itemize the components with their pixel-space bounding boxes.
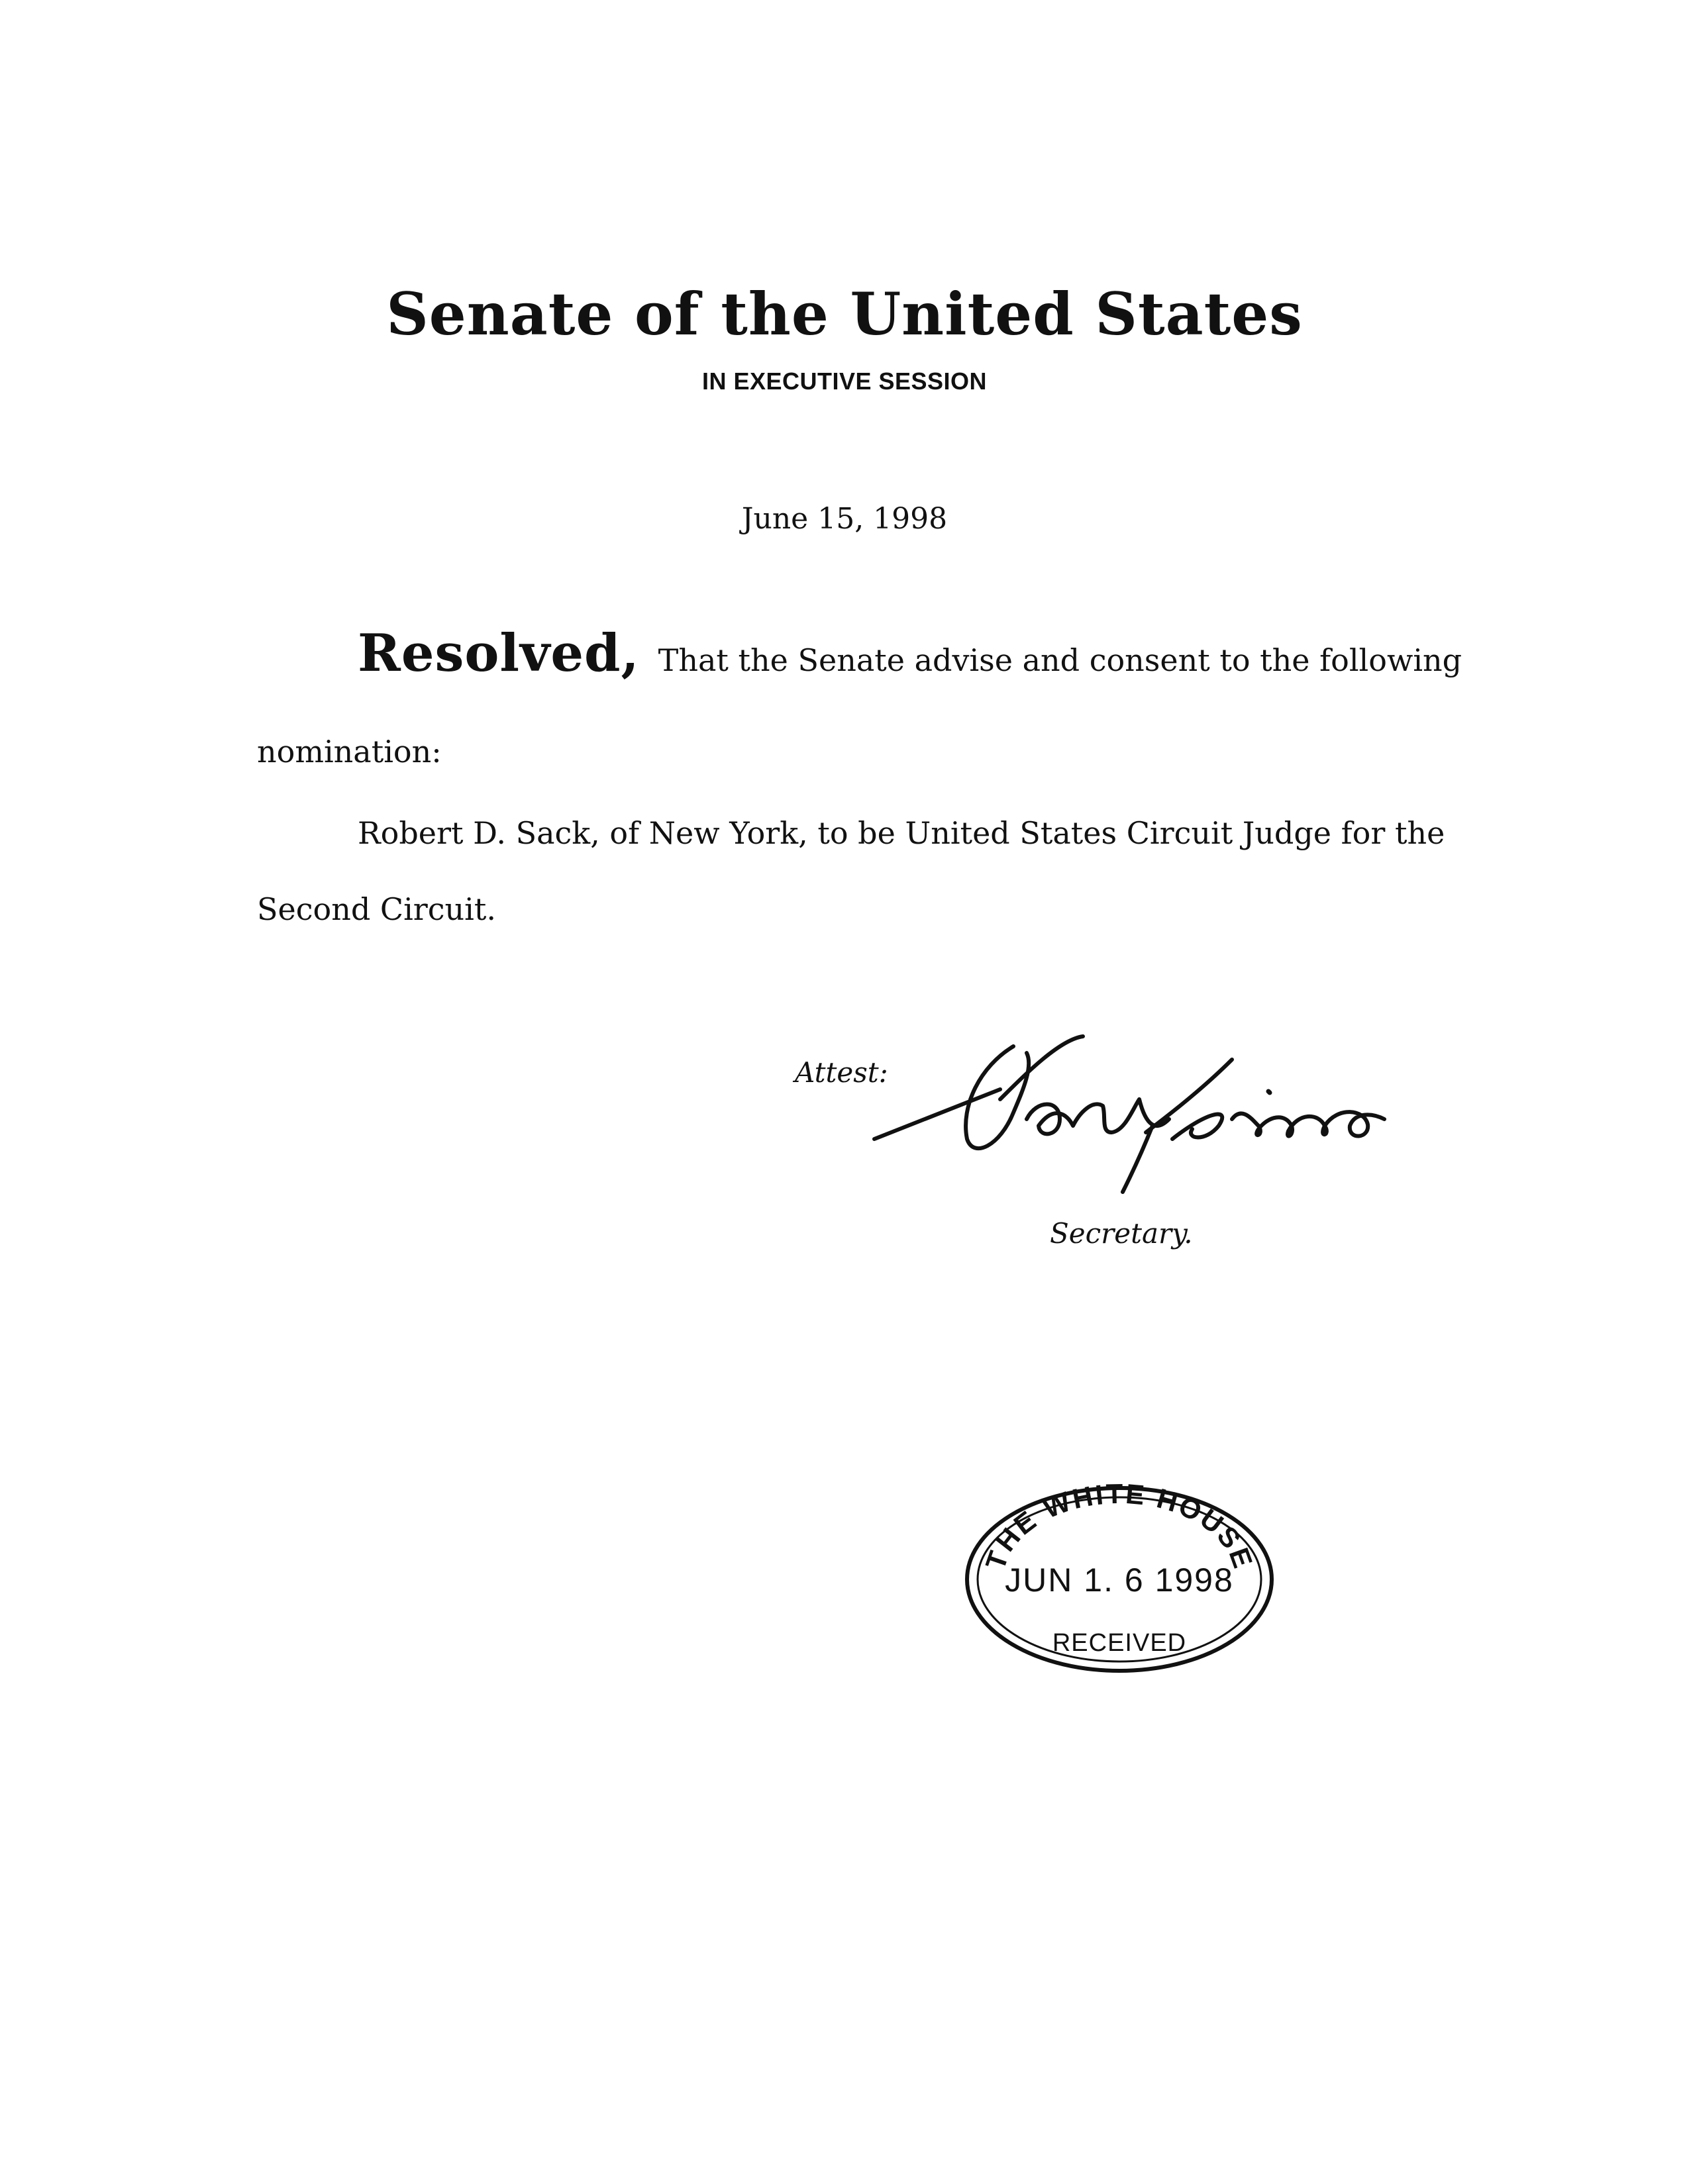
resolved-word: Resolved,: [358, 623, 640, 683]
stamp-top-text: THE WHITE HOUSE: [979, 1480, 1260, 1574]
session-label: IN EXECUTIVE SESSION: [701, 368, 988, 395]
secretary-label: Secretary.: [1050, 1217, 1193, 1250]
stamp-bottom-text: RECEIVED: [1052, 1629, 1187, 1657]
resolution-line-2: nomination:: [257, 734, 442, 769]
resolution-line-1-text: That the Senate advise and consent to the following: [658, 642, 1462, 678]
signature: [861, 1026, 1444, 1199]
attest-label: Attest:: [795, 1056, 888, 1089]
resolution-line-1: [358, 623, 1462, 683]
chamber-title: Senate of the United States: [386, 279, 1303, 348]
nomination-line-2: Second Circuit.: [257, 891, 496, 927]
stamp-date-text: JUN 1. 6 1998: [1005, 1562, 1234, 1599]
document-date: June 15, 1998: [741, 502, 948, 536]
white-house-received-stamp: [957, 1480, 1282, 1679]
nomination-line-1: Robert D. Sack, of New York, to be United States Circuit Judge for the: [358, 815, 1445, 851]
